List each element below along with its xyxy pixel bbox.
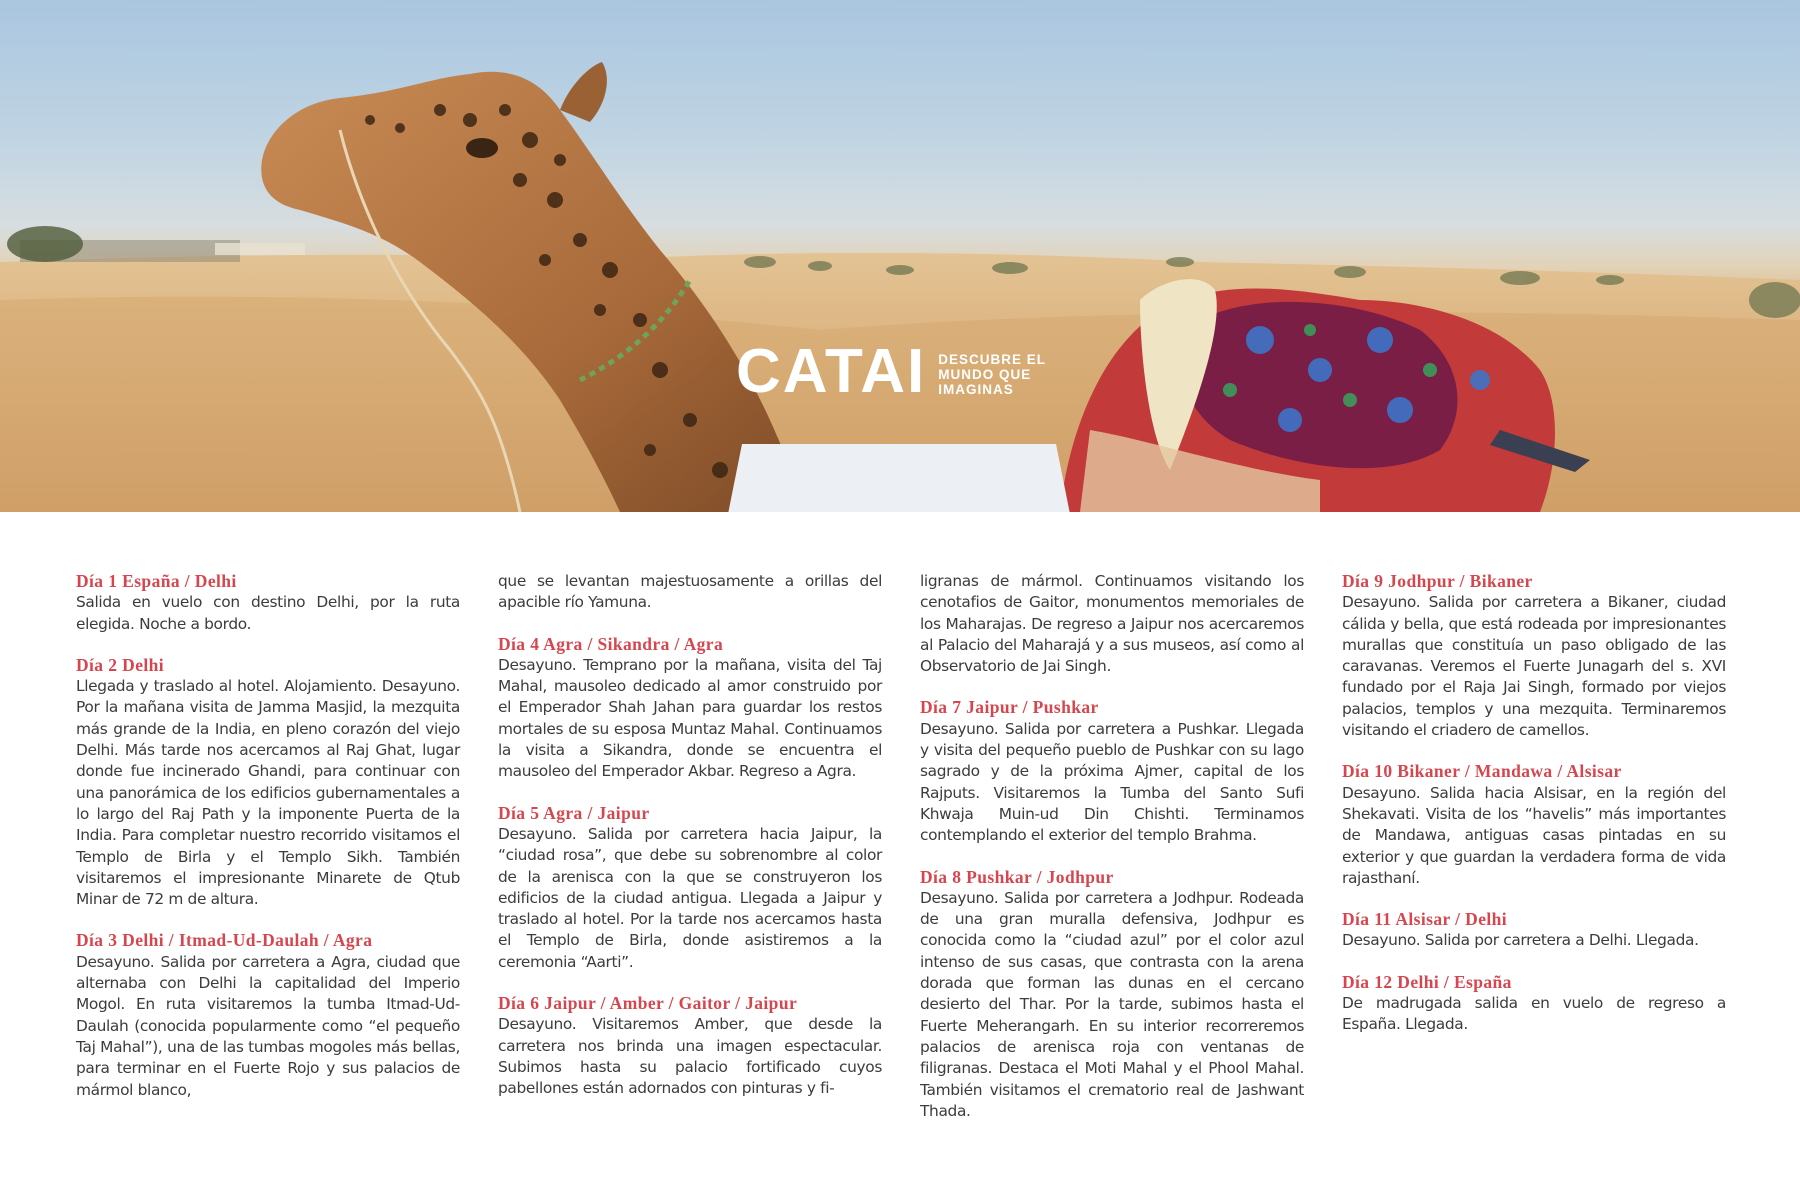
continued-text: que se levantan majestuosamente a orillas del apacible río Yamuna. — [498, 572, 882, 612]
day-title: Día 9 Jodhpur / Bikaner — [1342, 571, 1533, 591]
day-title: Día 4 Agra / Sikandra / Agra — [498, 633, 724, 654]
day-title: Día 7 Jaipur / Pushkar — [920, 697, 1099, 718]
day-title: Día 10 Bikaner / Mandawa / Alsisar — [1342, 761, 1622, 782]
day-entry — [76, 655, 460, 911]
day-title: Día 5 Agra / Jaipur — [498, 802, 650, 823]
day-title: Día 1 España / Delhi — [76, 571, 237, 591]
day-text: Desayuno. Visitaremos Amber, que desde la carretera nos brinda una imagen espectacular. Subimos hasta su palacio fortificado cuyos pabellones están adornados con pinturas y fi- — [498, 1015, 882, 1098]
catai-logo — [736, 344, 1070, 396]
day-text: Salida en vuelo con destino Delhi, por la ruta elegida. Noche a bordo. — [76, 593, 460, 633]
day-text: Desayuno. Salida hacia Alsisar, en la región del Shekavati. Visita de los “havelis” más importantes de Mandawa, antiguas casas pintadas en su exterior y que guardan la verdadera forma de vida rajasthaní. — [1342, 783, 1726, 887]
day-entry — [76, 571, 460, 635]
day-text: Desayuno. Salida por carretera a Delhi. Llegada. — [1342, 931, 1699, 950]
day-entry — [1342, 972, 1726, 1036]
day-entry — [920, 867, 1304, 1123]
day-text: Desayuno. Salida por carretera hacia Jaipur, la “ciudad rosa”, que debe su sobrenombre al color de la arenisca con la que se construyeron los edificios de la ciudad antigua. Llegada a Jaipur y traslado al hotel. Por la tarde nos acercamos hasta el Templo de Birla, donde asistiremos a la ceremonia “Aarti”. — [498, 824, 882, 971]
day-entry — [498, 634, 882, 783]
day-entry — [1342, 571, 1726, 741]
day-text: Llegada y traslado al hotel. Alojamiento. Desayuno. Por la mañana visita de Jamma Masjid, la mezquita más grande de la India, en pleno corazón del viejo Delhi. Más tarde nos acercamos al Raj Ghat, lugar donde fue incinerado Ghandi, para continuar con una panorámica de los edificios gubernamentales a lo largo del Raj Path y la imponente Puerta de la India. Para completar nuestro recorrido visitamos el Templo de Birla y el Templo Sikh. También visitaremos el impresionante Minarete de Qtub Minar de 72 m de altura. — [76, 677, 460, 909]
day-entry — [76, 930, 460, 1100]
day-title: Día 3 Delhi / Itmad-Ud-Daulah / Agra — [76, 930, 373, 951]
itinerary-column-3 — [920, 571, 1304, 1142]
hero-image — [0, 0, 1800, 512]
itinerary-column-2 — [498, 571, 882, 1120]
continued-text: ligranas de mármol. Continuamos visitando los cenotafios de Gaitor, monumentos memoriales de los Maharajas. De regreso a Jaipur nos acercaremos al Palacio del Maharajá y a sus museos, así como al Observatorio de Jai Singh. — [920, 572, 1304, 676]
day-text: De madrugada salida en vuelo de regreso a España. Llegada. — [1342, 994, 1726, 1034]
day-entry — [498, 803, 882, 973]
day-text: Desayuno. Temprano por la mañana, visita del Taj Mahal, mausoleo dedicado al amor construido por el Emperador Shah Jahan para guardar los restos mortales de su esposa Muntaz Mahal. Continuamos la visita a Sikandra, donde se encuentra el mausoleo del Emperador Akbar. Regreso a Agra. — [498, 655, 882, 781]
itinerary-column-1 — [76, 571, 460, 1121]
day-text: Desayuno. Salida por carretera a Bikaner, ciudad cálida y bella, que está rodeada por impresionantes murallas que constituía un paso obligado de las caravanas. Veremos el Fuerte Junagarh del s. XVI fundado por el Raja Jai Singh, formado por viejos palacios, templos y una mezquita. Terminaremos visitando el criadero de camellos. — [1342, 593, 1726, 740]
day-text: Desayuno. Salida por carretera a Agra, ciudad que alternaba con Delhi la capitalidad del Imperio Mogol. En ruta visitaremos la tumba Itmad-Ud-Daulah (conocida popularmente como “el pequeño Taj Mahal”), una de las tumbas mogoles más bellas, para terminar en el Fuerte Rojo y sus palacios de mármol blanco, — [76, 952, 460, 1099]
desert-camel-illustration — [0, 0, 1800, 512]
day-text: Desayuno. Salida por carretera a Jodhpur. Rodeada de una gran muralla defensiva, Jodhpur es conocida como la “ciudad azul” por el color azul intenso de sus casas, que contrasta con la arena dorada que forman las dunas en el cercano desierto del Thar. Por la tarde, subimos hasta el Fuerte Meherangarh. En su interior recorreremos palacios de arenisca roja con ventanas de filigranas. Destaca el Moti Mahal y el Phool Mahal. También visitamos el crematorio real de Jashwant Thada. — [920, 888, 1304, 1120]
day-entry — [1342, 761, 1726, 889]
day-text: Desayuno. Salida por carretera a Pushkar. Llegada y visita del pequeño pueblo de Pushkar con su lago sagrado y de la próxima Ajmer, capital de los Rajputs. Visitaremos la Tumba del Santo Sufi Khwaja Muin-ud Din Chishti. Terminamos contemplando el exterior del templo Brahma. — [920, 719, 1304, 845]
day-entry — [498, 993, 882, 1099]
hero-tab-shape — [728, 444, 1070, 512]
day-title: Día 2 Delhi — [76, 654, 165, 675]
day-title: Día 6 Jaipur / Amber / Gaitor / Jaipur — [498, 993, 798, 1014]
day-title: Día 8 Pushkar / Jodhpur — [920, 866, 1114, 887]
day-entry — [1342, 909, 1726, 952]
day-title: Día 12 Delhi / España — [1342, 971, 1512, 992]
day-entry — [920, 697, 1304, 846]
catai-wordmark: CATAI — [736, 344, 927, 396]
day-title: Día 11 Alsisar / Delhi — [1342, 909, 1508, 930]
itinerary-column-4 — [1342, 571, 1726, 1056]
catai-tagline: DESCUBRE EL MUNDO QUE IMAGINAS — [938, 352, 1046, 396]
